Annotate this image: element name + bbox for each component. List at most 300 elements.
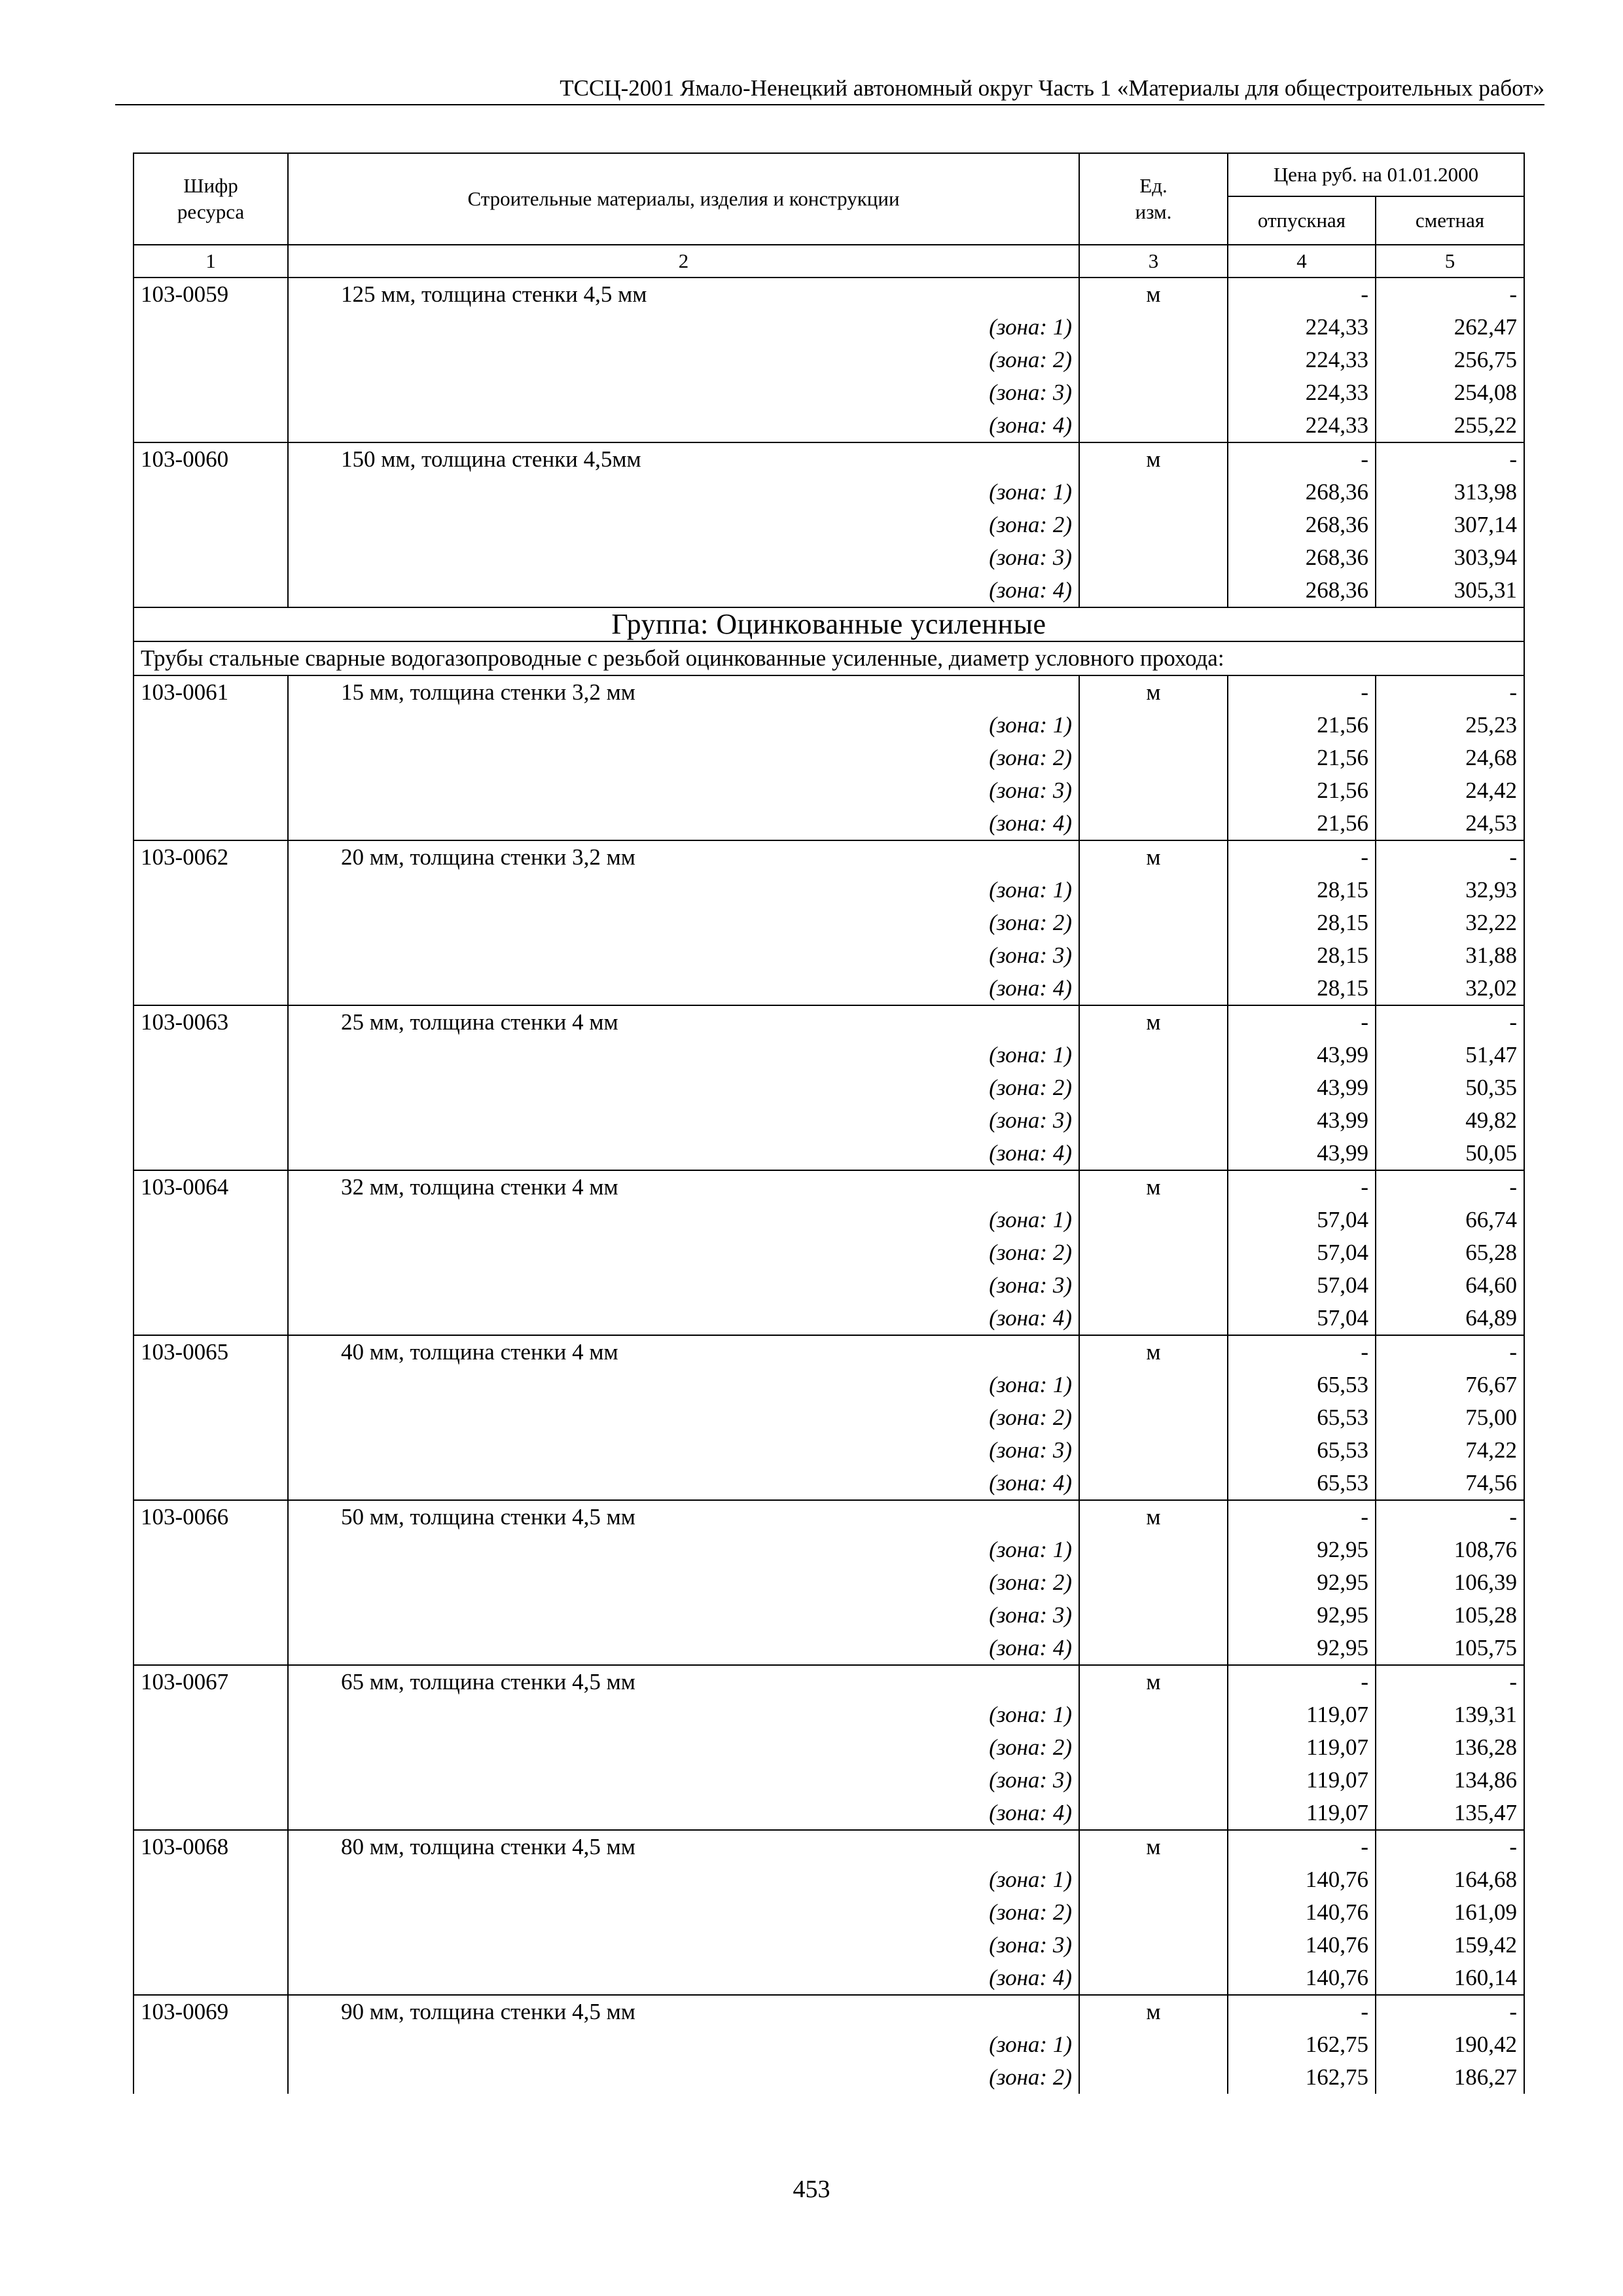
release-price: - (1228, 442, 1376, 476)
unit-cell-empty (1079, 344, 1228, 376)
unit-cell-empty (1079, 1104, 1228, 1137)
estimate-price: 105,75 (1376, 1632, 1524, 1665)
release-price: 268,36 (1228, 509, 1376, 541)
material-name: 40 мм, толщина стенки 4 мм (288, 1335, 1079, 1369)
resource-code-empty (134, 1896, 288, 1929)
zone-label: (зона: 4) (288, 972, 1079, 1005)
estimate-price: - (1376, 675, 1524, 709)
resource-code-empty (134, 376, 288, 409)
resource-code-empty (134, 2028, 288, 2061)
unit-cell: м (1079, 442, 1228, 476)
header-rule (115, 104, 1544, 105)
release-price: 140,76 (1228, 1896, 1376, 1929)
estimate-price: 64,60 (1376, 1269, 1524, 1302)
estimate-price: 159,42 (1376, 1929, 1524, 1962)
unit-cell-empty (1079, 1204, 1228, 1236)
estimate-price: 134,86 (1376, 1764, 1524, 1797)
zone-row (134, 509, 1524, 541)
zone-row (134, 1302, 1524, 1335)
release-price: - (1228, 1995, 1376, 2028)
page-number: 453 (793, 2176, 830, 2203)
unit-cell-empty (1079, 1566, 1228, 1599)
unit-cell-empty (1079, 1071, 1228, 1104)
release-price: 43,99 (1228, 1104, 1376, 1137)
estimate-price: 190,42 (1376, 2028, 1524, 2061)
resource-code-empty (134, 1204, 288, 1236)
release-price: 65,53 (1228, 1434, 1376, 1467)
zone-row (134, 1269, 1524, 1302)
zone-label: (зона: 1) (288, 476, 1079, 509)
zone-label: (зона: 4) (288, 409, 1079, 442)
zone-label: (зона: 2) (288, 1566, 1079, 1599)
estimate-price: - (1376, 1335, 1524, 1369)
zone-row (134, 311, 1524, 344)
zone-label: (зона: 1) (288, 1863, 1079, 1896)
unit-cell-empty (1079, 1929, 1228, 1962)
resource-code-empty (134, 344, 288, 376)
release-price: - (1228, 1665, 1376, 1698)
zone-row (134, 1764, 1524, 1797)
unit-cell: м (1079, 1995, 1228, 2028)
resource-code-empty (134, 1269, 288, 1302)
unit-cell-empty (1079, 1269, 1228, 1302)
estimate-price: 106,39 (1376, 1566, 1524, 1599)
release-price: - (1228, 1170, 1376, 1204)
unit-cell-empty (1079, 742, 1228, 774)
estimate-price: 108,76 (1376, 1534, 1524, 1566)
table-header (134, 153, 1524, 278)
estimate-price: 32,22 (1376, 906, 1524, 939)
header-estimate: сметная (1376, 196, 1524, 245)
zone-label: (зона: 2) (288, 742, 1079, 774)
zone-label: (зона: 3) (288, 1434, 1079, 1467)
zone-row (134, 1632, 1524, 1665)
table-row (134, 1500, 1524, 1534)
zone-label: (зона: 3) (288, 774, 1079, 807)
zone-label: (зона: 2) (288, 344, 1079, 376)
unit-cell-empty (1079, 874, 1228, 906)
resource-code-empty (134, 1566, 288, 1599)
resource-code-empty (134, 1962, 288, 1995)
unit-cell: м (1079, 1665, 1228, 1698)
release-price: 57,04 (1228, 1204, 1376, 1236)
unit-cell-empty (1079, 2061, 1228, 2094)
header-code: Шифр ресурса (134, 153, 288, 245)
zone-row (134, 344, 1524, 376)
zone-label: (зона: 1) (288, 1039, 1079, 1071)
material-name: 125 мм, толщина стенки 4,5 мм (288, 278, 1079, 311)
table-row (134, 840, 1524, 874)
zone-row (134, 409, 1524, 442)
resource-code-empty (134, 1599, 288, 1632)
zone-row (134, 1534, 1524, 1566)
column-number: 4 (1228, 245, 1376, 278)
zone-label: (зона: 2) (288, 1071, 1079, 1104)
group-title: Группа: Оцинкованные усиленные (134, 607, 1524, 641)
resource-code: 103-0064 (134, 1170, 288, 1204)
zone-row (134, 541, 1524, 574)
resource-code-empty (134, 1764, 288, 1797)
estimate-price: 160,14 (1376, 1962, 1524, 1995)
zone-label: (зона: 2) (288, 509, 1079, 541)
resource-code: 103-0065 (134, 1335, 288, 1369)
release-price: 92,95 (1228, 1566, 1376, 1599)
resource-code-empty (134, 1071, 288, 1104)
header-name: Строительные материалы, изделия и конструкции (288, 153, 1079, 245)
resource-code: 103-0067 (134, 1665, 288, 1698)
release-price: 224,33 (1228, 311, 1376, 344)
estimate-price: 164,68 (1376, 1863, 1524, 1896)
unit-cell-empty (1079, 509, 1228, 541)
resource-code-empty (134, 1039, 288, 1071)
resource-code-empty (134, 709, 288, 742)
zone-label: (зона: 2) (288, 1896, 1079, 1929)
zone-row (134, 1137, 1524, 1170)
estimate-price: 25,23 (1376, 709, 1524, 742)
unit-cell-empty (1079, 1896, 1228, 1929)
zone-label: (зона: 3) (288, 1104, 1079, 1137)
zone-row (134, 1434, 1524, 1467)
estimate-price: - (1376, 840, 1524, 874)
unit-cell-empty (1079, 1599, 1228, 1632)
zone-row (134, 1104, 1524, 1137)
estimate-price: 74,56 (1376, 1467, 1524, 1500)
resource-code-empty (134, 1863, 288, 1896)
zone-label: (зона: 1) (288, 1369, 1079, 1401)
estimate-price: - (1376, 1830, 1524, 1863)
zone-row (134, 709, 1524, 742)
unit-cell-empty (1079, 574, 1228, 607)
zone-row (134, 574, 1524, 607)
group-description: Трубы стальные сварные водогазопроводные с резьбой оцинкованные усиленные, диаметр условного прохода: (134, 641, 1524, 675)
unit-cell-empty (1079, 1731, 1228, 1764)
estimate-price: 136,28 (1376, 1731, 1524, 1764)
zone-label: (зона: 3) (288, 939, 1079, 972)
unit-cell-empty (1079, 1797, 1228, 1830)
resource-code-empty (134, 972, 288, 1005)
table-row (134, 1005, 1524, 1039)
estimate-price: 31,88 (1376, 939, 1524, 972)
unit-cell-empty (1079, 709, 1228, 742)
zone-label: (зона: 2) (288, 1401, 1079, 1434)
estimate-price: 139,31 (1376, 1698, 1524, 1731)
resource-code-empty (134, 742, 288, 774)
release-price: - (1228, 1335, 1376, 1369)
resource-code-empty (134, 906, 288, 939)
zone-row (134, 1797, 1524, 1830)
zone-label: (зона: 3) (288, 1929, 1079, 1962)
zone-label: (зона: 3) (288, 541, 1079, 574)
zone-label: (зона: 1) (288, 874, 1079, 906)
estimate-price: 75,00 (1376, 1401, 1524, 1434)
zone-row (134, 742, 1524, 774)
unit-cell-empty (1079, 476, 1228, 509)
zone-label: (зона: 1) (288, 311, 1079, 344)
unit-cell-empty (1079, 1236, 1228, 1269)
material-name: 65 мм, толщина стенки 4,5 мм (288, 1665, 1079, 1698)
release-price: 21,56 (1228, 742, 1376, 774)
zone-label: (зона: 4) (288, 1797, 1079, 1830)
resource-code-empty (134, 1731, 288, 1764)
resource-code-empty (134, 2061, 288, 2094)
zone-label: (зона: 4) (288, 1137, 1079, 1170)
zone-row (134, 376, 1524, 409)
estimate-price: 50,35 (1376, 1071, 1524, 1104)
resource-code-empty (134, 1401, 288, 1434)
table-row (134, 278, 1524, 311)
zone-label: (зона: 1) (288, 1698, 1079, 1731)
release-price: 119,07 (1228, 1731, 1376, 1764)
running-header: ТССЦ-2001 Ямало-Ненецкий автономный округ Часть 1 «Материалы для общестроительных работ» (560, 75, 1544, 101)
estimate-price: - (1376, 1500, 1524, 1534)
resource-code-empty (134, 1369, 288, 1401)
material-name: 90 мм, толщина стенки 4,5 мм (288, 1995, 1079, 2028)
estimate-price: 51,47 (1376, 1039, 1524, 1071)
resource-code: 103-0062 (134, 840, 288, 874)
column-number: 2 (288, 245, 1079, 278)
release-price: 119,07 (1228, 1797, 1376, 1830)
estimate-price: 256,75 (1376, 344, 1524, 376)
resource-code-empty (134, 1534, 288, 1566)
estimate-price: 66,74 (1376, 1204, 1524, 1236)
zone-row (134, 1962, 1524, 1995)
release-price: 43,99 (1228, 1071, 1376, 1104)
unit-cell-empty (1079, 1962, 1228, 1995)
release-price: - (1228, 1830, 1376, 1863)
zone-label: (зона: 2) (288, 1236, 1079, 1269)
unit-cell-empty (1079, 1434, 1228, 1467)
resource-code-empty (134, 409, 288, 442)
resource-code: 103-0059 (134, 278, 288, 311)
unit-cell: м (1079, 278, 1228, 311)
resource-code-empty (134, 1929, 288, 1962)
zone-row (134, 906, 1524, 939)
resource-code: 103-0069 (134, 1995, 288, 2028)
items-after-group (134, 675, 1524, 2094)
zone-row (134, 2061, 1524, 2094)
table-row (134, 1830, 1524, 1863)
unit-cell: м (1079, 1830, 1228, 1863)
zone-row (134, 1204, 1524, 1236)
unit-cell: м (1079, 675, 1228, 709)
estimate-price: 105,28 (1376, 1599, 1524, 1632)
table-row (134, 442, 1524, 476)
zone-label: (зона: 4) (288, 1467, 1079, 1500)
release-price: 224,33 (1228, 409, 1376, 442)
release-price: 162,75 (1228, 2028, 1376, 2061)
resource-code-empty (134, 774, 288, 807)
zone-row (134, 874, 1524, 906)
release-price: - (1228, 840, 1376, 874)
estimate-price: - (1376, 1005, 1524, 1039)
zone-label: (зона: 3) (288, 376, 1079, 409)
release-price: 28,15 (1228, 874, 1376, 906)
release-price: 268,36 (1228, 574, 1376, 607)
resource-code-empty (134, 509, 288, 541)
release-price: 57,04 (1228, 1302, 1376, 1335)
unit-cell-empty (1079, 1302, 1228, 1335)
resource-code-empty (134, 1467, 288, 1500)
estimate-price: 305,31 (1376, 574, 1524, 607)
zone-row (134, 807, 1524, 840)
release-price: 140,76 (1228, 1962, 1376, 1995)
release-price: 57,04 (1228, 1269, 1376, 1302)
resource-code-empty (134, 1698, 288, 1731)
resource-code-empty (134, 1137, 288, 1170)
resource-code-empty (134, 939, 288, 972)
material-name: 50 мм, толщина стенки 4,5 мм (288, 1500, 1079, 1534)
column-number: 1 (134, 245, 288, 278)
estimate-price: 49,82 (1376, 1104, 1524, 1137)
unit-cell-empty (1079, 1698, 1228, 1731)
release-price: 224,33 (1228, 376, 1376, 409)
estimate-price: 161,09 (1376, 1896, 1524, 1929)
unit-cell-empty (1079, 906, 1228, 939)
resource-code-empty (134, 574, 288, 607)
estimate-price: 262,47 (1376, 311, 1524, 344)
estimate-price: 50,05 (1376, 1137, 1524, 1170)
zone-row (134, 1071, 1524, 1104)
zone-label: (зона: 3) (288, 1599, 1079, 1632)
estimate-price: - (1376, 442, 1524, 476)
estimate-price: - (1376, 1995, 1524, 2028)
estimate-price: 307,14 (1376, 509, 1524, 541)
zone-label: (зона: 4) (288, 1962, 1079, 1995)
resource-code-empty (134, 541, 288, 574)
zone-row (134, 2028, 1524, 2061)
release-price: 21,56 (1228, 709, 1376, 742)
release-price: 21,56 (1228, 807, 1376, 840)
resource-code-empty (134, 1104, 288, 1137)
resource-code-empty (134, 476, 288, 509)
release-price: 119,07 (1228, 1698, 1376, 1731)
resource-code-empty (134, 874, 288, 906)
release-price: 92,95 (1228, 1599, 1376, 1632)
header-release: отпускная (1228, 196, 1376, 245)
zone-row (134, 1236, 1524, 1269)
estimate-price: 32,93 (1376, 874, 1524, 906)
zone-row (134, 1896, 1524, 1929)
zone-label: (зона: 3) (288, 1269, 1079, 1302)
release-price: 43,99 (1228, 1137, 1376, 1170)
header-unit: Ед. изм. (1079, 153, 1228, 245)
estimate-price: 76,67 (1376, 1369, 1524, 1401)
zone-label: (зона: 2) (288, 2061, 1079, 2094)
release-price: - (1228, 675, 1376, 709)
unit-cell-empty (1079, 1632, 1228, 1665)
release-price: - (1228, 278, 1376, 311)
zone-row (134, 1863, 1524, 1896)
estimate-price: 65,28 (1376, 1236, 1524, 1269)
table-row (134, 1995, 1524, 2028)
material-name: 15 мм, толщина стенки 3,2 мм (288, 675, 1079, 709)
unit-cell-empty (1079, 1534, 1228, 1566)
unit-cell: м (1079, 1170, 1228, 1204)
material-name: 20 мм, толщина стенки 3,2 мм (288, 840, 1079, 874)
estimate-price: 303,94 (1376, 541, 1524, 574)
zone-row (134, 1599, 1524, 1632)
estimate-price: 135,47 (1376, 1797, 1524, 1830)
zone-row (134, 1401, 1524, 1434)
resource-code-empty (134, 1797, 288, 1830)
release-price: 268,36 (1228, 476, 1376, 509)
resource-code: 103-0060 (134, 442, 288, 476)
zone-label: (зона: 2) (288, 1731, 1079, 1764)
zone-label: (зона: 1) (288, 1534, 1079, 1566)
unit-cell: м (1079, 1335, 1228, 1369)
release-price: 92,95 (1228, 1632, 1376, 1665)
release-price: 140,76 (1228, 1863, 1376, 1896)
unit-cell-empty (1079, 2028, 1228, 2061)
zone-label: (зона: 3) (288, 1764, 1079, 1797)
resource-code-empty (134, 1632, 288, 1665)
zone-row (134, 1731, 1524, 1764)
table-row (134, 1170, 1524, 1204)
column-number: 5 (1376, 245, 1524, 278)
zone-row (134, 1039, 1524, 1071)
estimate-price: 254,08 (1376, 376, 1524, 409)
zone-label: (зона: 4) (288, 574, 1079, 607)
zone-label: (зона: 4) (288, 807, 1079, 840)
resource-code-empty (134, 1236, 288, 1269)
unit-cell-empty (1079, 1039, 1228, 1071)
estimate-price: - (1376, 278, 1524, 311)
estimate-price: 313,98 (1376, 476, 1524, 509)
material-name: 80 мм, толщина стенки 4,5 мм (288, 1830, 1079, 1863)
table-row (134, 1665, 1524, 1698)
zone-label: (зона: 1) (288, 2028, 1079, 2061)
header-price: Цена руб. на 01.01.2000 (1228, 153, 1524, 196)
unit-cell-empty (1079, 807, 1228, 840)
unit-cell-empty (1079, 1764, 1228, 1797)
zone-row (134, 1566, 1524, 1599)
table-row (134, 1335, 1524, 1369)
zone-row (134, 1929, 1524, 1962)
estimate-price: - (1376, 1665, 1524, 1698)
release-price: 57,04 (1228, 1236, 1376, 1269)
release-price: 162,75 (1228, 2061, 1376, 2094)
release-price: 140,76 (1228, 1929, 1376, 1962)
estimate-price: 64,89 (1376, 1302, 1524, 1335)
unit-cell-empty (1079, 1137, 1228, 1170)
zone-label: (зона: 1) (288, 709, 1079, 742)
zone-row (134, 939, 1524, 972)
unit-cell-empty (1079, 939, 1228, 972)
release-price: 43,99 (1228, 1039, 1376, 1071)
material-name: 32 мм, толщина стенки 4 мм (288, 1170, 1079, 1204)
unit-cell-empty (1079, 311, 1228, 344)
resource-code-empty (134, 807, 288, 840)
column-number: 3 (1079, 245, 1228, 278)
estimate-price: 32,02 (1376, 972, 1524, 1005)
release-price: - (1228, 1005, 1376, 1039)
material-name: 150 мм, толщина стенки 4,5мм (288, 442, 1079, 476)
material-name: 25 мм, толщина стенки 4 мм (288, 1005, 1079, 1039)
zone-row (134, 1467, 1524, 1500)
resource-code: 103-0068 (134, 1830, 288, 1863)
estimate-price: 186,27 (1376, 2061, 1524, 2094)
estimate-price: 255,22 (1376, 409, 1524, 442)
zone-row (134, 774, 1524, 807)
resource-code: 103-0066 (134, 1500, 288, 1534)
resource-code: 103-0063 (134, 1005, 288, 1039)
release-price: 224,33 (1228, 344, 1376, 376)
release-price: 28,15 (1228, 906, 1376, 939)
resource-code-empty (134, 311, 288, 344)
estimate-price: 24,53 (1376, 807, 1524, 840)
resource-code-empty (134, 1434, 288, 1467)
zone-row (134, 1698, 1524, 1731)
